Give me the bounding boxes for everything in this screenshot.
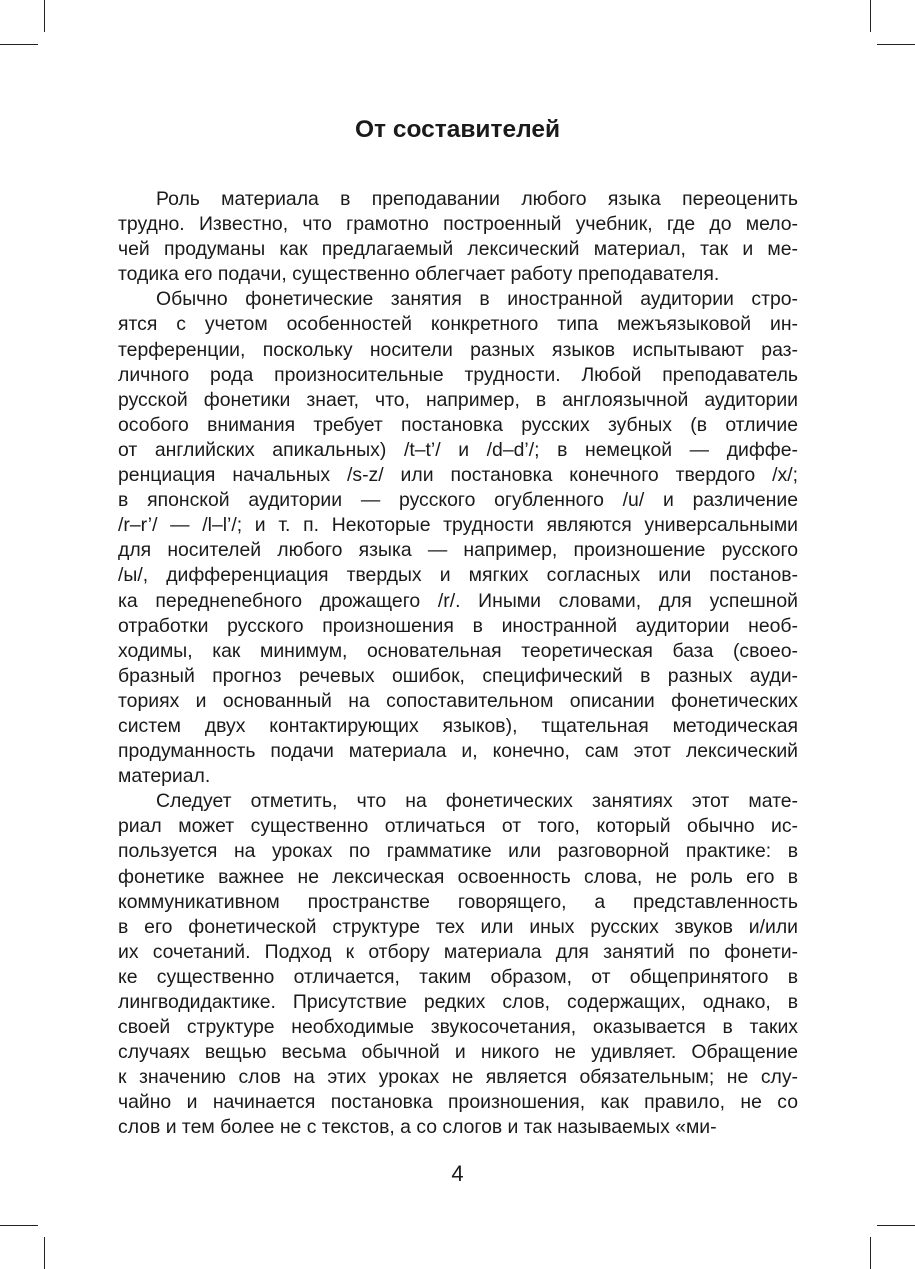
text-line: продуманность подачи материала и, конечно, сам этот лексический: [118, 740, 798, 763]
text-line: терференции, поскольку носители разных языков испытывают раз-: [118, 338, 798, 361]
text-line: чайно и начинается постановка произношения, как правило, не со: [118, 1091, 798, 1114]
text-line: чей продуманы как предлагаемый лексический материал, так и ме-: [118, 238, 798, 261]
crop-mark-top-right-horizontal: [877, 44, 915, 45]
text-line: коммуникативном пространстве говорящего, а представленность: [118, 890, 798, 913]
crop-mark-top-left-horizontal: [0, 44, 38, 45]
text-line: /r–r’/ — /l–l’/; и т. п. Некоторые трудности являются универсальными: [118, 514, 798, 537]
text-line: /ы/, дифференциация твердых и мягких согласных или постанов-: [118, 564, 798, 587]
text-line: ренциация начальных /s-z/ или постановка конечного твердого /x/;: [118, 464, 798, 487]
crop-mark-bottom-left-vertical: [44, 1237, 45, 1269]
text-line: случаях вещью весьма обычной и никого не удивляет. Обращение: [118, 1041, 798, 1064]
text-line: материал.: [118, 765, 211, 788]
paragraph: [118, 187, 798, 287]
text-line: к значению слов на этих уроках не является обязательным; не слу-: [118, 1066, 798, 1089]
text-line: ке существенно отличается, таким образом, от общепринятого в: [118, 965, 798, 988]
text-line: отработки русского произношения в иностранной аудитории необ-: [118, 614, 798, 637]
text-line: трудно. Известно, что грамотно построенный учебник, где до мело-: [118, 213, 798, 236]
page-number: 4: [451, 1161, 464, 1186]
text-line: ка переднenебного дрожащего /r/. Иными словами, для успешной: [118, 589, 798, 612]
text-line: своей структуре необходимые звукосочетания, оказывается в таких: [118, 1016, 798, 1039]
text-line: Следует отметить, что на фонетических занятиях этот мате-: [156, 790, 798, 813]
paragraph: [118, 789, 798, 1140]
text-line: тодика его подачи, существенно облегчает работу преподавателя.: [118, 263, 720, 286]
text-line: русской фонетики знает, что, например, в англоязычной аудитории: [118, 388, 798, 411]
page-title: От составителей: [354, 116, 561, 143]
text-line: для носителей любого языка — например, произношение русского: [118, 539, 798, 562]
text-line: Обычно фонетические занятия в иностранной аудитории стро-: [156, 288, 798, 311]
crop-mark-bottom-right-horizontal: [877, 1225, 915, 1226]
text-line: бразный прогноз речевых ошибок, специфический в разных ауди-: [118, 664, 798, 687]
text-line: личного рода произносительные трудности. Любой преподаватель: [118, 363, 798, 386]
body-text: [118, 187, 798, 1141]
crop-mark-top-left-vertical: [44, 0, 45, 32]
text-line: систем двух контактирующих языков), тщательная методическая: [118, 714, 798, 737]
text-line: в японской аудитории — русского огубленного /u/ и различение: [118, 489, 798, 512]
text-line: ходимы, как минимум, основательная теоретическая база (своео-: [118, 639, 798, 662]
text-line: пользуется на уроках по грамматике или разговорной практике: в: [118, 840, 798, 863]
text-line: слов и тем более не с текстов, а со слогов и так называемых «ми-: [118, 1116, 717, 1139]
text-line: их сочетаний. Подход к отбору материала для занятий по фонети-: [118, 940, 798, 963]
text-line: ятся с учетом особенностей конкретного типа межъязыковой ин-: [118, 313, 798, 336]
paragraph: [118, 287, 798, 789]
text-line: в его фонетической структуре тех или иных русских звуков и/или: [118, 915, 798, 938]
text-line: лингводидактике. Присутствие редких слов, содержащих, однако, в: [118, 991, 798, 1013]
text-line: ториях и основанный на сопоставительном описании фонетических: [118, 689, 798, 712]
text-line: риал может существенно отличаться от того, который обычно ис-: [118, 815, 798, 838]
text-line: фонетике важнее не лексическая освоенность слова, не роль его в: [118, 865, 798, 888]
crop-mark-top-right-vertical: [870, 0, 871, 32]
text-line: Роль материала в преподавании любого языка переоценить: [156, 188, 798, 210]
text-line: от английских апикальных) /t–t’/ и /d–d’/; в немецкой — диффе-: [118, 438, 798, 461]
crop-mark-bottom-left-horizontal: [0, 1225, 38, 1226]
text-line: особого внимания требует постановка русских зубных (в отличие: [118, 413, 798, 436]
crop-mark-bottom-right-vertical: [870, 1237, 871, 1269]
